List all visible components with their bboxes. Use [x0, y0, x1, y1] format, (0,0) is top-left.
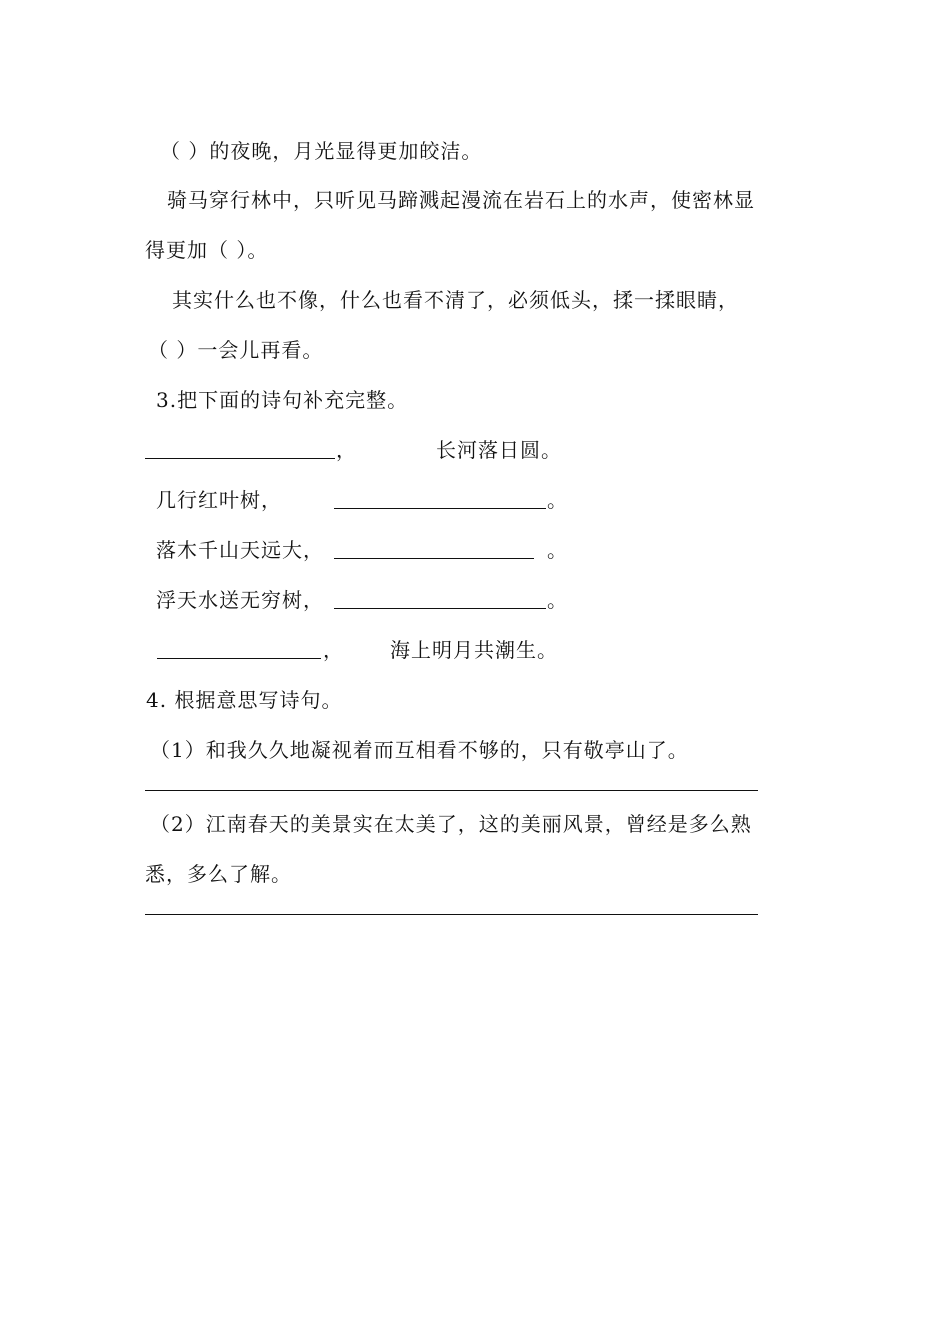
answer-blank-row5[interactable]	[157, 658, 321, 659]
answer-line-item1[interactable]	[145, 790, 758, 791]
poem-row4-end: 。	[547, 588, 568, 612]
answer-blank-row4[interactable]	[334, 608, 546, 609]
poem-row5-text: 海上明月共潮生。	[390, 638, 558, 662]
poem-row5-comma: ，	[323, 638, 344, 662]
sentence-moonlight: （ ）的夜晚，月光显得更加皎洁。	[160, 139, 483, 163]
question-4-heading: 4. 根据意思写诗句。	[146, 688, 343, 712]
answer-blank-row1[interactable]	[145, 458, 335, 459]
answer-blank-row2[interactable]	[334, 508, 546, 509]
poem-row3-text: 落木千山天远大，	[156, 538, 324, 562]
poem-row1-text: 长河落日圆。	[436, 438, 562, 462]
answer-line-item2[interactable]	[145, 914, 758, 915]
question-4-item1: （1）和我久久地凝视着而互相看不够的，只有敬亭山了。	[150, 738, 689, 762]
sentence-forest-line1: 骑马穿行林中，只听见马蹄溅起漫流在岩石上的水声，使密林显	[167, 188, 755, 212]
poem-row2-text: 几行红叶树，	[156, 488, 282, 512]
question-4-item2-line2: 悉，多么了解。	[145, 862, 292, 886]
poem-row2-end: 。	[547, 488, 568, 512]
answer-blank-row3[interactable]	[334, 558, 534, 559]
question-3-heading: 3.把下面的诗句补充完整。	[156, 388, 409, 412]
question-4-item2-line1: （2）江南春天的美景实在太美了，这的美丽风景，曾经是多么熟	[150, 812, 752, 836]
poem-row3-end: 。	[547, 538, 568, 562]
sentence-eyes-line1: 其实什么也不像，什么也看不清了，必须低头，揉一揉眼睛，	[172, 288, 739, 312]
poem-row4-text: 浮天水送无穷树，	[156, 588, 324, 612]
poem-row1-comma: ，	[336, 438, 357, 462]
sentence-forest-line2: 得更加（ ）。	[145, 238, 269, 262]
sentence-eyes-line2: （ ）一会儿再看。	[148, 338, 324, 362]
